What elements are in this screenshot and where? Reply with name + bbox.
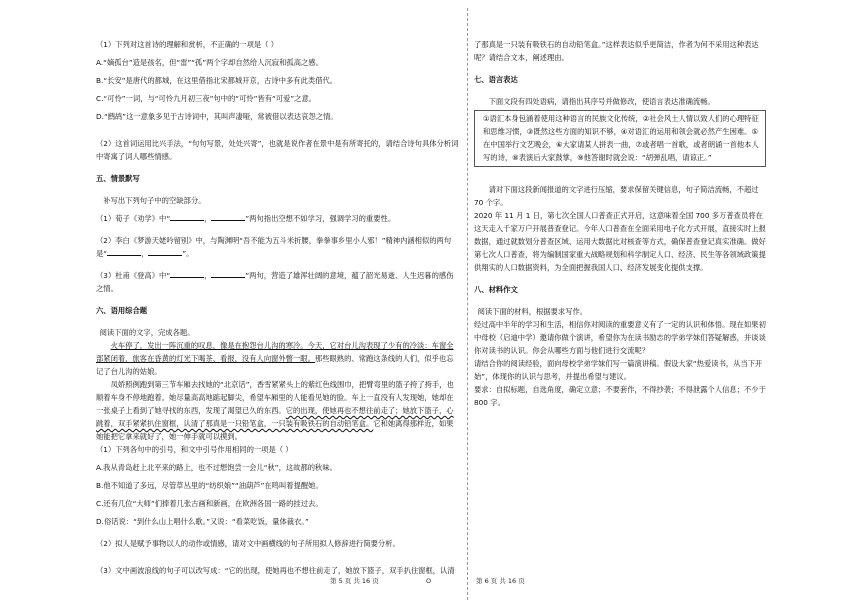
q1-option-a: A.“嫡孤台”造是孩名，但“雷”“孤”两个字却自然给人沉寂和孤高之感。 <box>96 58 323 67</box>
sec7-q2-intro: 请对下面这段新闻报道的文字进行压缩，要求保留关键信息，句子简洁流畅，不超过 70 个字。 <box>474 185 759 207</box>
underlined-sentence: 火车停了，发出一阵沉重的叹息，像是在抱怨台儿沟的寒冷。今天，它对台儿沟表现了少有的冷淡：车窗全部紧闭着，旅客在昏黄的灯光下喝茶、看报，没有人向窗外瞥一眼。 <box>96 341 454 363</box>
wavy-underlined-sentence: 它的出现，使她再也不想往前走了；她放下篮子，心跳着，双手紧紧扒住窗框，认清了那真是一只铅笔盒，一只装有吸铁石的自动铅笔盒。 <box>96 406 454 428</box>
answer-blank[interactable] <box>170 269 204 278</box>
passage-paragraph-2 <box>96 378 460 443</box>
sub1-intro: （1）下列各句中的引号，和文中引号作用相同的一项是（ ） <box>96 445 293 454</box>
sec5-q1-suffix: ”两句指出空想不如学习，强调学习的重要性。 <box>245 214 396 223</box>
sub3-text: （3）文中画波浪线的句子可以改写成：“它的出现，使她再也不想往前走了，她放下篮子，双手扒住窗框，认清 <box>96 566 455 575</box>
sec5-q1-comma: ， <box>204 214 212 223</box>
sec5-q2-suffix: ”。 <box>182 249 194 258</box>
answer-blank[interactable] <box>107 247 141 256</box>
passage-text: 凤娇照例跑到第三节车厢去找她的“北京话”，香雪紧紧头上的紫红色线围巾，把臂弯里的篮子挎了挎手，也顺着车身不停地跑着。她尽量高高地踮起脚尖，希望车厢里的人能看见她的脸。车上一直没有人发现她，她却在一张桌子上看到了她寻找的东西，发现了渴望已久的东西。 <box>96 380 454 415</box>
sec7-passage-box <box>474 110 766 167</box>
passage-text: 它和她离得那样近，如果她能把它拿来就好了，她一伸手就可以摸到。 <box>96 419 454 441</box>
sec5-q3 <box>96 269 460 295</box>
answer-blank[interactable] <box>170 212 204 221</box>
passage-paragraph-1 <box>96 339 460 378</box>
passage-text: 那些眼熟的、常跑这条线的人们，似乎也忘记了台儿沟的姑娘。 <box>96 354 454 376</box>
section6-title: 六、语用综合题 <box>96 306 148 315</box>
sec8-material: 经过高中半年的学习和生活，相信你对阅读的重要意义有了一定的认识和体悟。现在如果初中母校（启迪中学）邀请你做个演讲，希望你为在读书励志的学弟学妹们答疑解惑，并谈谈你对读书的认识。你会从哪些方面与他们进行交流呢？ <box>474 320 766 355</box>
q1-option-c: C.“可怜”一词，与“可怜九月初三夜”句中的“可怜”皆有“可爱”之意。 <box>96 94 317 103</box>
sec5-q3-comma: ， <box>204 271 212 280</box>
column-divider <box>467 8 468 600</box>
center-binding-mark: O <box>426 577 432 585</box>
section5-title: 五、情景默写 <box>96 174 140 183</box>
sec5-q3-suffix: ”两句，营造了雄浑壮阔的意境，蕴了韶光易逝、人生迟暮的感伤之情。 <box>96 271 454 293</box>
sub1-option-c: C.还有几位“大师”们捧着几张古画和新画，在欧洲各国一路的挂过去。 <box>96 499 323 508</box>
answer-blank[interactable] <box>211 269 245 278</box>
sec5-q1-prefix: （1）荀子《劝学》中“ <box>96 214 171 223</box>
sub3-continued: 了那真是一只装有吸铁石的自动铅笔盒。”这样表达似乎更简洁，作者为何不采用这种表达呢？请结合文本，阐述理由。 <box>474 40 759 62</box>
sec8-task: 请结合你的阅读经验，面向母校学弟学妹们写一篇演讲稿。假设大家“热爱读书，从当下开始”，体现你的认识与思考，并提出希望与建议。 <box>474 359 763 381</box>
q1-option-d: D.“鹧鸪”这一意象多见于古诗词中，其叫声凄哑，常被借以表达哀怨之情。 <box>96 112 338 121</box>
section6-intro: 阅读下面的文字，完成各题。 <box>99 328 195 337</box>
sec5-q1 <box>96 212 460 225</box>
sub1-option-b: B.他不知道了多远，尽管草丛里的“纺织娘”“油葫芦”在鸣叫着提醒她。 <box>96 481 323 490</box>
sec8-requirements: 要求：自拟标题，自选角度，确定立意；不要套作，不得抄袭；不得泄露个人信息；不少于 800 字。 <box>474 385 766 407</box>
q1-intro: （1）下列对这首诗的理解和赏析，不正确的一项是（ ） <box>96 40 279 49</box>
left-page-number: 第 5 页 共 16 页 <box>330 577 379 585</box>
right-page-column <box>474 38 766 409</box>
sec7-q1-intro: 下面文段有四处语病，请指出其序号并做修改，使语言表达准确流畅。 <box>488 97 715 106</box>
q2-text: （2）这首词运用比兴手法，“句句写景，处处兴寄”，也就是说作者在景中是有所寄托的，请结合诗句具体分析词中寄寓了词人哪些情感。 <box>96 139 459 161</box>
section5-intro: 补写出下列句子中的空缺部分。 <box>103 196 206 205</box>
answer-blank[interactable] <box>211 212 245 221</box>
answer-blank[interactable] <box>148 247 182 256</box>
left-page-column <box>96 38 460 577</box>
sec5-q2 <box>96 234 460 260</box>
sub2-text: （2）拟人是赋予事物以人的动作或情感，请对文中画横线的句子所用拟人修辞进行简要分析。 <box>96 539 400 548</box>
right-page-number: 第 6 页 共 16 页 <box>476 577 525 585</box>
sub1-option-a: A.我从青岛赶上北平来的路上，也不过想饱尝一会儿“秋”，这故都的秋味。 <box>96 463 337 472</box>
sec5-q2-prefix: （2）李白《梦游天姥吟留别》中，与陶渊明“吾不能为五斗米折腰，拳拳事乡里小人邪！”精神内涵相似的两句是“ <box>96 236 452 258</box>
sec7-passage: ①语汇本身包涵着使用这种语言的民族文化传统，②社会风土人情以致人们的心理特征和思维习惯，③既然这些方面的知识不够，④对语汇的运用和领会就必然产生困难。⑤在中国举行文艺晚会，⑥大家请某人拼表一曲，⑦或者唱一首歌，或者朗诵一首他本人写的诗，⑧表演后大家鼓掌，⑨他答谢时就会说：“胡弹乱唱，请谅正。” <box>483 114 759 162</box>
sec8-intro: 阅读下面的材料，根据要求写作。 <box>477 307 588 316</box>
sec7-news-text: 2020 年 11 月 1 日，第七次全国人口普查正式开启，这意味着全国 700 多万普查员将在这天走入千家万户开展普查登记。今年人口普查在全面采用电子化方式开展，直接实时上报数据，通过就数划分普查区域、运用大数据比对核查等方式，确保普查登记真实准确。做好第七次人口普查，将为编制国家重大战略规划和科学制定人口、经济、民生等各领域政策提供翔实的人口数据资料，为全面把握我国人口、经济发展变化提供支撑。 <box>474 211 766 272</box>
sec5-q2-comma: ， <box>141 249 149 258</box>
section7-title: 七、语言表达 <box>474 75 518 84</box>
q1-option-b: B.“长安”是唐代的都城，在这里借指北宋都城开京，古诗中多有此类借代。 <box>96 76 338 85</box>
section8-title: 八、材料作文 <box>474 285 518 294</box>
sec5-q3-prefix: （3）杜甫《登高》中“ <box>96 271 171 280</box>
sub1-option-d: D.俗话说：“到什么山上唱什么歌。”又说：“看菜吃饭，量体裁衣。” <box>96 517 309 526</box>
